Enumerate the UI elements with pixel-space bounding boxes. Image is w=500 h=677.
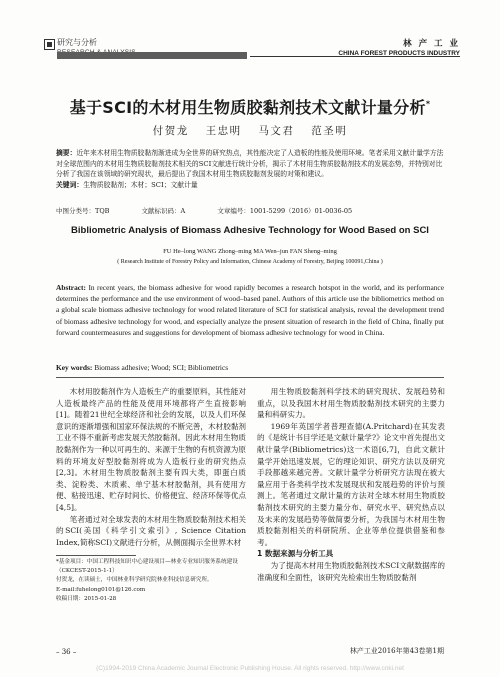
page-number: – 36 – <box>56 648 77 656</box>
author-list <box>0 123 500 138</box>
body-paragraph: 用生物质胶黏剂科学技术的研究现状、发展趋势和重点，以及我国木材用生物质胶黏剂技术研究的主要力量和科研实力。 <box>257 387 445 420</box>
doc-code: 文献标识码：A <box>141 207 186 215</box>
keywords-en-row <box>56 363 228 372</box>
abstract-en <box>56 282 444 338</box>
english-authors: FU He–long WANG Zhong–ming MA Wen–jun FAN Sheng–ming <box>163 248 337 255</box>
author-name: 王忠明 <box>205 125 242 137</box>
header-right <box>338 37 460 57</box>
author-name: 付贺龙 <box>152 125 189 137</box>
author-name: 范圣明 <box>311 125 348 137</box>
footnote-received: 收稿日期：2015-01-28 <box>56 595 117 602</box>
paper-title-text: 基于SCI的木材用生物质胶黏剂技术文献计量分析 <box>69 98 426 117</box>
journal-name-cn: 林 产 工 业 <box>403 39 460 49</box>
journal-name-en: CHINA FOREST PRODUCTS INDUSTRY <box>338 50 460 57</box>
footnote-funding: *基金项目：中国工程科技知识中心建设项目—林业专业知识服务系统建设（CKCEST-2015-1-1） <box>56 559 238 575</box>
body-column-right <box>257 386 445 583</box>
body-paragraph: 笔者通过对全球发表的木材用生物质胶黏剂技术相关的SCI(美国《科学引文索引》, Science Citation Index,简称SCI)文献进行分析，从侧面揭示全世界木材 <box>56 514 246 547</box>
keywords-cn: 生物质胶黏剂；木材；SCI；文献计量 <box>83 180 198 189</box>
section-marker-icon <box>44 39 55 50</box>
footnote-rule <box>56 555 136 556</box>
footnote-author: 付贺龙，在读硕士，中国林业科学研究院林业科技信息研究所。 <box>56 577 213 584</box>
english-title: Bibliometric Analysis of Biomass Adhesive Technology for Wood Based on SCI <box>71 225 429 236</box>
abstract-en-label: Abstract: <box>56 283 86 292</box>
article-meta <box>56 206 382 215</box>
abstract-cn-label: 摘要： <box>56 149 77 157</box>
clc-number: 中图分类号：TQB <box>56 207 110 215</box>
article-number: 文章编号：1001-5299（2016）01-0036-05 <box>217 207 353 215</box>
author-name: 马文君 <box>258 125 295 137</box>
journal-footer: 林产工业2016年第43卷第1期 <box>349 647 444 655</box>
keywords-cn-label: 关键词： <box>56 180 84 189</box>
footnotes <box>56 558 246 604</box>
body-column-left <box>56 386 246 548</box>
body-paragraph: 为了提高木材用生物质胶黏剂技术SCI文献数据库的准确度和全面性，该研究先检索出生物质胶黏剂 <box>257 560 445 582</box>
paper-title <box>0 95 500 118</box>
keywords-en-label: Key words: <box>56 363 93 372</box>
header-left-cn: 研究与分析 <box>57 38 97 47</box>
abstract-cn <box>56 148 444 190</box>
keywords-en: Biomass adhesive; Wood; SCI; Bibliometrics <box>94 363 229 372</box>
copyright-watermark: (C)1994-2019 China Academic Journal Electronic Publishing House. All rights reserved. http://www.cnki.net <box>96 665 404 672</box>
abstract-separator <box>56 377 444 378</box>
body-paragraph: 木材用胶黏剂作为人造板生产的重要原料，其性能对人造板最终产品的性能及使用环境都将产生直接影响[1]。随着21世纪全球经济和社会的发展，以及人们环保意识的逐渐增强和国家环保法规的不断完善，木材胶黏剂工业不得不重新考虑发展天然胶黏剂。因此木材用生物质胶黏剂作为一种以可再生的、来源于生物的有机资源为原料的环境友好型胶黏剂将成为人造板行业的研究热点[2,3]。木材用生物质胶黏剂主要有四大类，即蛋白质类、淀粉类、木质素、单宁基木材胶黏剂，具有使用方便、粘接迅速、贮存时间长、价格便宜、经济环保等优点[4,5]。 <box>56 387 246 512</box>
section-heading: 1 数据来源与分析工具 <box>257 549 334 559</box>
abstract-en-text: In recent years, the biomass adhesive for wood rapidly becomes a research hotspot in the world, and its performance determines the performance and the use environment of wood–based panel. Authors of this article use the bibliometrics method on a global scale biomass adhesive technology for wood related literature of SCI for statistical analysis, reveal the development trend of biomass adhesive technology for wood, and especially analyze the present situation of research in the field of China, finally put forward countermeasures and suggestions for development of biomass adhesive technology for wood in China. <box>56 283 444 337</box>
abstract-cn-text: 近年来木材用生物质胶黏剂渐进成为全世界的研究热点，其性能决定了人造板的性能及使用环境。笔者采用文献计量学方法对全球范围内的木材用生物质胶黏剂技术相关的SCI文献进行统计分析，揭示了木材用生物质胶黏剂技术的发展态势，并特别对比分析了我国在该领域的研究现状，最后提出了我国木材用生物质胶黏剂发展的对策和建议。 <box>56 149 444 179</box>
header-bar <box>57 52 247 59</box>
body-paragraph: 1969年英国学者普理查德(A.Pritchard)在其发表的《是统计书目学还是文献计量学?》论文中首先提出文献计量学(Bibliometrics)这一术语[6,7]，自此文献计量学开始迅速发展，它的理论知识、研究方法以及研究手段都越来越完善。文献计量学分析研究方法现在被大量应用于各类科学技术发展现状和发展趋势的评价与预测上。笔者通过文献计量的方法对全球木材用生物质胶黏剂技术研究的主要力量分布、研究水平、研究热点以及未来的发展趋势等做简要分析，为我国与木材用生物质胶黏剂相关的科研院所、企业等单位提供借鉴和参考。 <box>257 421 445 547</box>
footnote-email: E-mail:fuhelong0101@126.com <box>56 586 146 593</box>
title-footnote-mark: * <box>425 99 431 109</box>
english-affiliation: ( Research Institute of Forestry Policy and Information, Chinese Academy of Forestry, Beijing 100091,China ) <box>117 259 383 265</box>
